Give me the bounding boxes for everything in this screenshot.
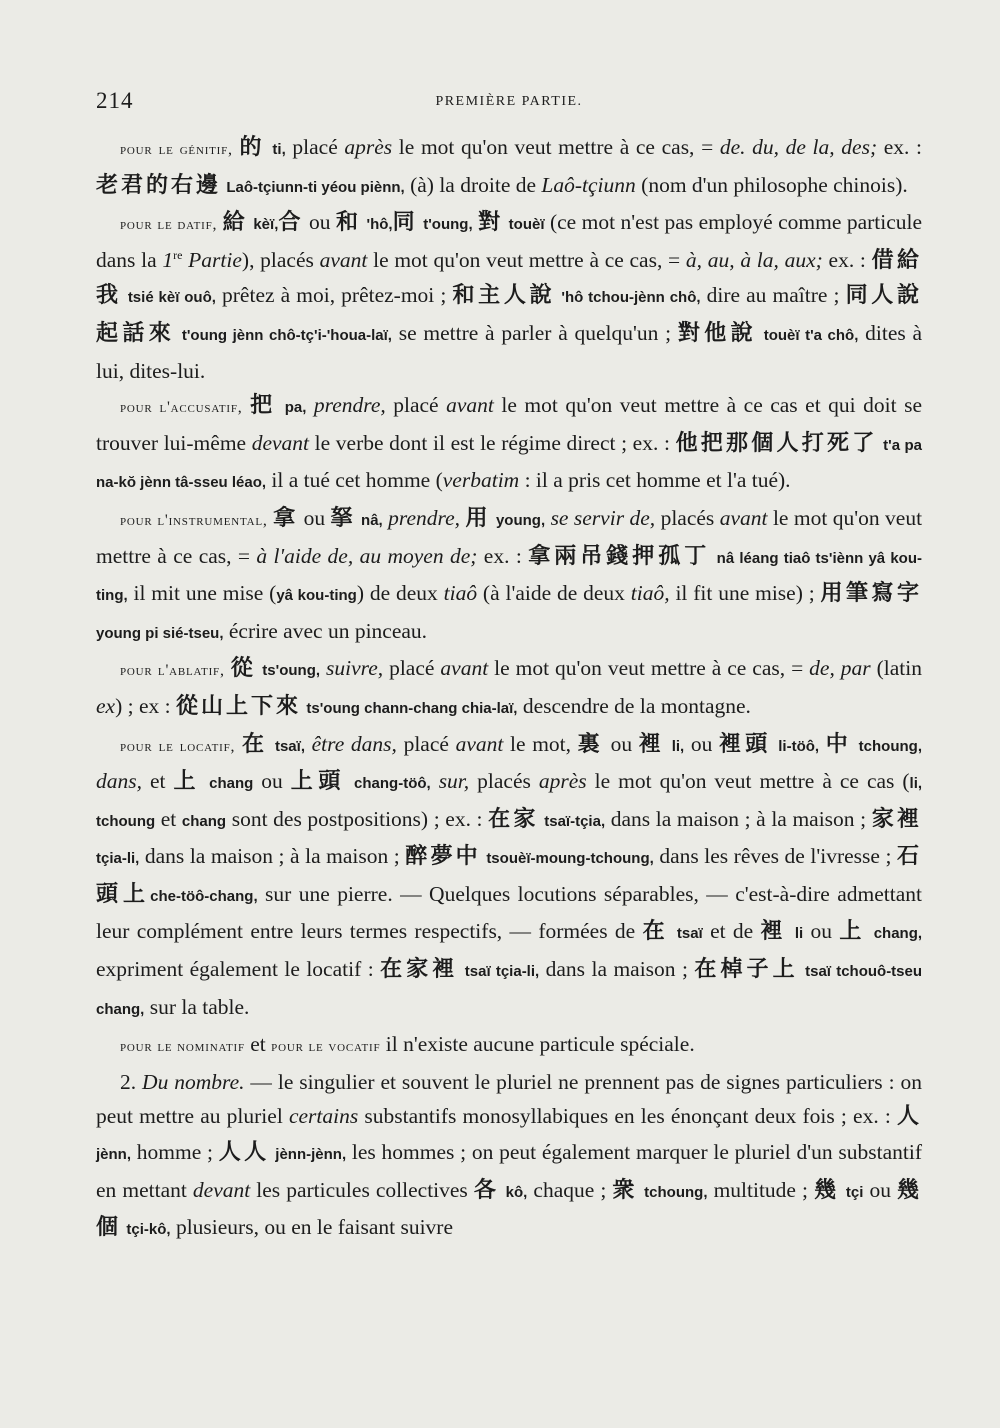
text: le mot qu'on veut mettre à ce cas, = bbox=[367, 247, 686, 272]
romanization: t'oung jènn chô-tç'i-'houa-laï, bbox=[181, 326, 392, 344]
romanization: young, bbox=[495, 511, 546, 529]
romanization: pa, bbox=[284, 399, 307, 417]
text: le mot, bbox=[503, 731, 578, 756]
chinese-characters: 裏 bbox=[577, 731, 604, 757]
romanization: tsaï bbox=[676, 925, 703, 943]
text: (à l'aide de deux bbox=[477, 581, 631, 606]
superscript: re bbox=[173, 247, 183, 262]
chinese-characters: 合 bbox=[278, 210, 304, 236]
italic-text: à, au, à la, aux; bbox=[685, 247, 823, 272]
text: (ce mot n'est pas employé comme particule dans la bbox=[96, 210, 923, 272]
text: ou bbox=[603, 731, 639, 756]
italic-text: Partie bbox=[182, 247, 242, 272]
italic-text: prendre, bbox=[388, 505, 461, 530]
chinese-characters: 把 bbox=[250, 393, 278, 419]
romanization: yâ kou-ting bbox=[276, 587, 357, 605]
text: (à) la droite de bbox=[404, 172, 542, 197]
romanization: tsaï tçia-li, bbox=[464, 963, 540, 981]
text bbox=[346, 769, 354, 793]
chinese-characters: 家裡 bbox=[871, 806, 922, 832]
text: ou bbox=[803, 919, 840, 944]
italic-text: avant bbox=[440, 656, 489, 681]
romanization: tchoung, bbox=[644, 1183, 708, 1201]
italic-text: avant bbox=[455, 731, 504, 756]
paragraph-ablatif bbox=[96, 651, 922, 726]
text: ex. : bbox=[877, 135, 923, 159]
text bbox=[665, 732, 672, 756]
text: placé bbox=[385, 393, 447, 418]
chinese-characters: 拿兩吊錢押孤丁 bbox=[528, 543, 711, 569]
text bbox=[788, 919, 795, 943]
text: ou bbox=[298, 505, 331, 530]
italic-text: dans, bbox=[96, 769, 142, 794]
chinese-characters: 石頭上 bbox=[96, 844, 922, 907]
romanization: tchoung, bbox=[858, 737, 922, 755]
text: sont des postpositions) ; ex. : bbox=[226, 806, 489, 831]
text: placé bbox=[396, 731, 456, 756]
text bbox=[670, 919, 677, 943]
chinese-characters: 同 bbox=[392, 210, 418, 236]
text: écrire avec un pinceau. bbox=[223, 618, 428, 643]
romanization: 'hô, bbox=[366, 216, 393, 234]
text: ou bbox=[303, 210, 336, 235]
chinese-characters: 從山上下來 bbox=[176, 693, 302, 719]
italic-text: avant bbox=[319, 247, 368, 272]
text bbox=[757, 321, 764, 345]
italic-text: Du nombre. bbox=[142, 1069, 245, 1094]
italic-text: devant bbox=[251, 430, 310, 455]
chinese-characters: 幾個 bbox=[96, 1177, 923, 1241]
chinese-characters: 醉夢中 bbox=[405, 844, 481, 870]
romanization: nâ léang tiaô ts'iènn yâ kou-ting, bbox=[96, 549, 922, 605]
text bbox=[431, 769, 439, 793]
case-heading: pour le nominatif bbox=[120, 1038, 245, 1056]
romanization: jènn-jènn, bbox=[275, 1146, 347, 1164]
romanization: 'hô tchou-jènn chô, bbox=[561, 289, 701, 307]
running-title: PREMIÈRE PARTIE. bbox=[435, 94, 583, 109]
chinese-characters: 的 bbox=[239, 135, 266, 160]
text: : il a pris cet homme et l'a tué). bbox=[519, 468, 791, 493]
text bbox=[277, 393, 285, 417]
italic-text: sur, bbox=[438, 769, 470, 794]
text: placé bbox=[383, 656, 441, 681]
romanization: tçi-kô, bbox=[126, 1221, 171, 1239]
chinese-characters: 幾 bbox=[814, 1177, 840, 1203]
text: dans la maison ; à la maison ; bbox=[139, 844, 406, 869]
italic-text: se servir de, bbox=[550, 505, 656, 530]
text bbox=[175, 321, 182, 345]
italic-text: avant bbox=[719, 505, 768, 530]
chinese-characters: 對 bbox=[478, 210, 504, 236]
romanization: li bbox=[794, 925, 804, 943]
chinese-characters: 在家 bbox=[488, 806, 539, 832]
romanization: nâ, bbox=[361, 511, 383, 529]
chinese-characters: 裡頭 bbox=[719, 731, 772, 757]
text: placés bbox=[655, 505, 720, 530]
text: il a tué cet homme ( bbox=[266, 468, 443, 493]
chinese-characters: 裡 bbox=[638, 731, 666, 757]
chinese-characters: 從 bbox=[230, 656, 257, 682]
text bbox=[306, 393, 314, 417]
romanization: kèï, bbox=[253, 216, 279, 234]
text: dans la maison ; bbox=[539, 957, 695, 982]
chinese-characters: 他把那個人打死了 bbox=[675, 430, 878, 456]
text: ex. : bbox=[477, 543, 529, 568]
italic-text: de, par bbox=[809, 656, 871, 681]
text: et bbox=[142, 769, 174, 794]
text: homme ; bbox=[131, 1140, 219, 1165]
italic-text: après bbox=[538, 769, 587, 794]
text: ou bbox=[863, 1177, 898, 1202]
page-header bbox=[96, 88, 922, 122]
text bbox=[305, 732, 312, 756]
chinese-characters: 用筆寫字 bbox=[820, 581, 922, 607]
chinese-characters: 在棹子上 bbox=[694, 957, 799, 983]
chinese-characters: 人 bbox=[896, 1104, 922, 1130]
romanization: chang-töô, bbox=[354, 775, 431, 793]
case-heading: pour le génitif, bbox=[120, 141, 233, 158]
chinese-characters: 中 bbox=[825, 731, 853, 757]
chinese-characters: 老君的右邊 bbox=[96, 172, 222, 198]
romanization: che-töô-chang, bbox=[150, 887, 258, 905]
case-heading: pour le datif, bbox=[120, 216, 218, 234]
page-number: 214 bbox=[96, 88, 134, 113]
text: les hommes ; on peut également marquer le pluriel d'un substantif en mettant bbox=[96, 1140, 922, 1202]
italic-text: tiaô bbox=[443, 581, 478, 606]
romanization: tsaï tchouô-tseu chang, bbox=[96, 963, 923, 1018]
paragraph-locatif bbox=[96, 727, 922, 1028]
text: (nom d'un philosophe chinois). bbox=[635, 172, 908, 197]
chinese-characters: 衆 bbox=[612, 1177, 639, 1203]
italic-text: être dans, bbox=[311, 731, 397, 756]
chinese-characters: 給 bbox=[222, 210, 248, 236]
romanization: kô, bbox=[505, 1183, 528, 1201]
romanization: chang bbox=[181, 812, 227, 830]
romanization: Laô-tçiunn-ti yéou piènn, bbox=[226, 178, 405, 196]
text: ) de deux bbox=[356, 581, 444, 606]
romanization: tsié kèï ouô, bbox=[127, 289, 216, 307]
romanization: young pi sié-tseu, bbox=[96, 624, 224, 642]
chinese-characters: 借給我 bbox=[96, 247, 922, 309]
romanization: touèï t'a chô, bbox=[763, 326, 859, 344]
case-heading: pour l'instrumental, bbox=[120, 511, 268, 529]
text: et bbox=[244, 1032, 272, 1057]
text bbox=[819, 732, 826, 756]
italic-text: 1 bbox=[162, 247, 174, 272]
text: le mot qu'on veut mettre à ce cas ( bbox=[586, 769, 910, 794]
text: dire au maître ; bbox=[700, 283, 846, 308]
text: le mot qu'on veut mettre à ce cas, = bbox=[488, 656, 810, 681]
italic-text: de. du, de la, des; bbox=[719, 135, 878, 159]
text: les particules collectives bbox=[250, 1177, 474, 1202]
chinese-characters: 在 bbox=[642, 919, 670, 945]
text: dans la maison ; à la maison ; bbox=[605, 806, 872, 831]
text: sur la table. bbox=[144, 994, 250, 1019]
chinese-characters: 和主人說 bbox=[452, 283, 556, 309]
romanization: t'a pa na-kŏ jènn tâ-sseu léao, bbox=[96, 436, 922, 492]
chinese-characters: 在家裡 bbox=[380, 957, 459, 983]
text: descendre de la montagne. bbox=[517, 693, 751, 718]
text bbox=[268, 732, 275, 756]
text: plusieurs, ou en le faisant suivre bbox=[170, 1215, 453, 1240]
text bbox=[852, 732, 859, 756]
italic-text: après bbox=[344, 135, 393, 159]
chinese-characters: 拿 bbox=[273, 505, 299, 531]
paragraph-datif bbox=[96, 205, 922, 388]
text: chaque ; bbox=[527, 1177, 613, 1202]
italic-text: certains bbox=[288, 1104, 359, 1129]
chinese-characters: 同人說起話來 bbox=[96, 283, 923, 346]
text: se mettre à parler à quelqu'un ; bbox=[391, 320, 678, 345]
text: il mit une mise ( bbox=[127, 581, 277, 606]
romanization: jènn, bbox=[96, 1146, 132, 1164]
romanization: ts'oung chann-chang chia-laï, bbox=[306, 699, 518, 717]
paragraph-nominatif bbox=[96, 1027, 922, 1065]
case-heading: pour l'ablatif, bbox=[120, 662, 225, 680]
romanization: tsaï, bbox=[274, 737, 305, 755]
italic-text: tiaô, bbox=[630, 581, 670, 606]
italic-text: ex bbox=[96, 693, 116, 718]
text: multitude ; bbox=[707, 1177, 815, 1202]
romanization: t'oung, bbox=[423, 216, 473, 234]
italic-text: suivre, bbox=[326, 656, 384, 681]
text bbox=[866, 919, 873, 943]
text: ) ; ex : bbox=[115, 693, 176, 718]
text: ), placés bbox=[241, 247, 320, 272]
paragraph-accusatif bbox=[96, 388, 922, 501]
text: ou bbox=[684, 731, 720, 756]
text: et bbox=[155, 806, 182, 831]
text: placés bbox=[469, 769, 539, 794]
romanization: tsouèï-moung-tchoung, bbox=[486, 850, 654, 868]
case-heading: pour le vocatif bbox=[271, 1038, 381, 1056]
chinese-characters: 拏 bbox=[330, 505, 356, 531]
romanization: tçi bbox=[845, 1183, 864, 1201]
text bbox=[233, 135, 240, 159]
italic-text: avant bbox=[446, 393, 494, 418]
text: il n'existe aucune particule spéciale. bbox=[380, 1032, 695, 1057]
italic-text: à l'aide de, au moyen de; bbox=[256, 543, 478, 568]
text: (latin bbox=[870, 656, 923, 681]
italic-text: Laô-tçiunn bbox=[541, 172, 636, 197]
paragraph-instrumental bbox=[96, 501, 922, 651]
romanization: tçia-li, bbox=[96, 850, 140, 868]
chinese-characters: 對他說 bbox=[677, 320, 757, 346]
text: expriment également le locatif : bbox=[96, 957, 381, 982]
case-heading: pour l'accusatif, bbox=[120, 399, 243, 417]
text: prêtez à moi, prêtez-moi ; bbox=[215, 283, 453, 308]
romanization: tsaï-tçia, bbox=[544, 812, 606, 830]
italic-text: devant bbox=[192, 1177, 251, 1202]
chinese-characters: 上 bbox=[173, 769, 202, 795]
text bbox=[201, 769, 209, 793]
chinese-characters: 在 bbox=[242, 731, 269, 757]
romanization: li, bbox=[671, 737, 685, 755]
chinese-characters: 上頭 bbox=[290, 769, 347, 795]
chinese-characters: 和 bbox=[335, 210, 362, 236]
text bbox=[243, 393, 251, 417]
text: substantifs monosyllabiques en les énonçant deux fois ; ex. : bbox=[358, 1104, 897, 1129]
text: — le singulier et souvent le pluriel ne prennent pas de signes particuliers : on peut mettre au pluriel bbox=[96, 1069, 922, 1129]
italic-text: prendre, bbox=[313, 393, 386, 418]
romanization: chang bbox=[209, 775, 254, 793]
text: ex. : bbox=[822, 247, 872, 272]
text: le mot qu'on veut mettre à ce cas et qui doit se trouver lui-même bbox=[96, 393, 923, 455]
chinese-characters: 人人 bbox=[218, 1140, 270, 1166]
text: il fit une mise) ; bbox=[669, 581, 821, 606]
paragraph-nombre bbox=[96, 1065, 922, 1248]
text: le mot qu'on veut mettre à ce cas, = bbox=[392, 135, 720, 159]
chinese-characters: 各 bbox=[473, 1177, 500, 1203]
text: 2. bbox=[120, 1069, 143, 1094]
chinese-characters: 上 bbox=[839, 919, 867, 945]
romanization: ti, bbox=[272, 141, 286, 158]
romanization: li, tchoung bbox=[96, 775, 923, 830]
chinese-characters: 用 bbox=[465, 505, 491, 531]
text: dites à lui, dites-lui. bbox=[96, 320, 923, 383]
text: sur une pierre. — Quelques locutions séparables, — c'est-à-dire admettant leur complément entre leurs termes respectifs, — formées de bbox=[96, 881, 922, 944]
case-heading: pour le locatif, bbox=[120, 737, 236, 755]
paragraph-genitif bbox=[96, 130, 922, 205]
text: le mot qu'on veut mettre à ce cas, = bbox=[96, 505, 923, 568]
text: dans les rêves de l'ivresse ; bbox=[653, 844, 897, 869]
romanization: touèï bbox=[508, 216, 545, 234]
chinese-characters: 裡 bbox=[760, 919, 788, 945]
romanization: li-töô, bbox=[778, 737, 820, 755]
text: placé bbox=[285, 135, 345, 159]
text: ou bbox=[253, 769, 291, 794]
romanization: chang, bbox=[873, 925, 923, 943]
text: et de bbox=[702, 919, 761, 944]
text: le verbe dont il est le régime direct ; ex. : bbox=[309, 430, 676, 455]
romanization: ts'oung, bbox=[262, 662, 321, 680]
italic-text: verbatim bbox=[442, 468, 520, 493]
